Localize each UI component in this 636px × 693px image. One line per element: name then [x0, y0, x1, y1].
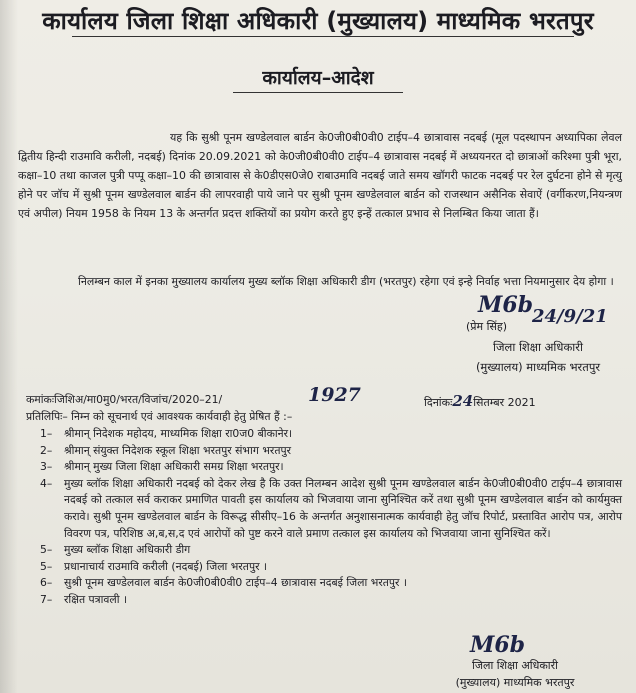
signatory-name: (प्रेम सिंह)	[466, 320, 508, 333]
list-item-text: मुख्य ब्लॉक शिक्षा अधिकारी डीग	[64, 543, 191, 557]
list-item-text: सुश्री पूनम खण्डेलवाल बार्डन के0जी0बी0वी0 टाईप–4 छात्रावास नदबई जिला भरतपुर ।	[64, 576, 407, 590]
reference-date	[424, 392, 536, 410]
list-item-text: श्रीमान् संयुक्त निदेशक स्कूल शिक्षा भरतपुर संभाग भरतपुर	[64, 443, 292, 457]
handwritten-date: 24/9/21	[532, 306, 608, 327]
date-prefix: दिनांकः	[424, 396, 453, 409]
list-item	[40, 542, 622, 559]
signatory-designation-line2: (मुख्यालय) माध्यमिक भरतपुर	[475, 360, 601, 374]
handwritten-day: 24	[452, 392, 474, 410]
list-item	[40, 559, 622, 576]
list-item-text: मुख्य ब्लॉक शिक्षा अधिकारी नदबई को देकर लेख है कि उक्त निलम्बन आदेश सुश्री पूनम खण्डेलवाल बार्डन के0जी0बी0वी0 टाईप–4 छात्रावास नदबई को तत्काल सर्व कराकर प्रमाणित पावती इस कार्यालय को भिजवाया जाना सुनिश्चित करें तथा सुश्री पूनम खण्डेलवाल बार्डन को कार्यमुक्त करावे। सुश्री पूनम खण्डेलवाल बार्डन के विरूद्ध सीसीए–16 के अन्तर्गत अनुशासनात्मक कार्यवाही हेतु जॉच रिपोर्ट, प्रस्तावित आरोप पत्र, आरोप विवरण पत्र, परिशिष्ठ अ,ब,स,द एवं आरोपों को पुष्ट करने वाले प्रमाण तत्काल इस कार्यालय को भिजवाया जाना सुनिश्चित करें।	[64, 476, 622, 540]
list-item-number: 5–	[40, 543, 53, 557]
list-item-text: प्रधानाचार्य राउमावि करीली (नदबई) जिला भरतपुर ।	[64, 559, 268, 573]
order-paragraph-1-text: यह कि सुश्री पूनम खण्डेलवाल बार्डन के0जी0बी0वी0 टाईप–4 छात्रावास नदबई (मूल पदस्थापन अध्यापिका लेवल द्वितीय हिन्दी राउमावि करीली, नदबई) दिनांक 20.09.2021 को के0जी0बी0वी0 टाईप–4 छात्रावास नदबई में अध्ययनरत दो छात्राओं करिश्मा पुत्री भूरा, कक्षा–10 तथा काजल पुत्री पप्पू कक्षा–10 की छात्रावास से के0डीएस0जे0 राबाउमावि नदबई जाते समय खॉगरी फाटक नदबई पर रेल दुर्घटना होने से मृत्यु होने पर जॉच में सुश्री पूनम खण्डेलवाल बार्डन की लापरवाही पाये जाने पर सुश्री पूनम खण्डेलवाल बार्डन को राजस्थान असैनिक सेवाऐं (वर्गीकरण,नियन्त्रण एवं अपील) नियम 1958 के नियम 13 के अन्तर्गत प्रदत्त शक्तियों का प्रयोग करते हुए इन्हें तत्काल प्रभाव से निलम्बित किया जाता हैं।	[18, 131, 622, 220]
footer-designation	[420, 657, 610, 691]
signatory-designation	[458, 337, 618, 377]
order-paragraph-2	[18, 272, 622, 291]
signatory-designation-line1: जिला शिक्षा अधिकारी	[493, 340, 583, 354]
list-item-number: 1–	[40, 427, 53, 440]
list-item	[40, 476, 622, 542]
reference-number	[26, 392, 222, 407]
list-item-number: 7–	[40, 592, 53, 606]
list-item-number: 5–	[40, 559, 53, 573]
footer-designation-line1: जिला शिक्षा अधिकारी	[471, 659, 559, 672]
order-heading-underline	[233, 92, 403, 93]
order-paragraph-1	[18, 128, 622, 223]
footer-designation-line2: (मुख्यालय) माध्यमिक भरतपुर	[455, 676, 575, 689]
page-edge-shadow	[0, 0, 18, 693]
list-item-text: श्रीमान् निदेशक महोदय, माध्यमिक शिक्षा रा0ज0 बीकानेर।	[64, 427, 293, 440]
list-item-text: रक्षित पत्रावली ।	[64, 592, 128, 606]
list-item-text: श्रीमान् मुख्य जिला शिक्षा अधिकारी समग्र शिक्षा भरतपुर।	[64, 460, 284, 474]
list-item	[40, 592, 622, 609]
handwritten-initials-footer: M6b	[470, 632, 526, 658]
order-paragraph-2-text: निलम्बन काल में इनका मुख्यालय कार्यालय मुख्य ब्लॉक शिक्षा अधिकारी डीग (भरतपुर) रहेगा एवं इन्हे निर्वाह भत्ता नियमानुसार देय होगा ।	[78, 275, 614, 288]
office-title: कार्यालय जिला शिक्षा अधिकारी (मुख्यालय) माध्यमिक भरतपुर	[42, 7, 594, 35]
list-item	[40, 575, 622, 592]
handwritten-reference-number: 1927	[308, 384, 361, 406]
list-item-number: 3–	[40, 460, 53, 474]
list-item-number: 2–	[40, 443, 53, 457]
copy-list	[40, 426, 622, 609]
title-underline	[72, 36, 574, 37]
reference-prefix: कमांकःजिशिअ/मा0मु0/भरत/विजांच/2020–21/	[26, 393, 223, 406]
list-item	[40, 443, 622, 460]
date-suffix: सितम्बर 2021	[473, 396, 536, 409]
copy-to-heading: प्रतिलिपिः– निम्न को सूचनार्थ एवं आवश्यक कार्यवाही हेतु प्रेषित हैं :–	[26, 410, 293, 423]
list-item	[40, 426, 622, 443]
handwritten-initials: M6b	[478, 292, 534, 318]
list-item-number: 6–	[40, 576, 53, 590]
list-item	[40, 459, 622, 476]
list-item-number: 4–	[40, 476, 53, 490]
order-heading: कार्यालय–आदेश	[262, 67, 374, 89]
